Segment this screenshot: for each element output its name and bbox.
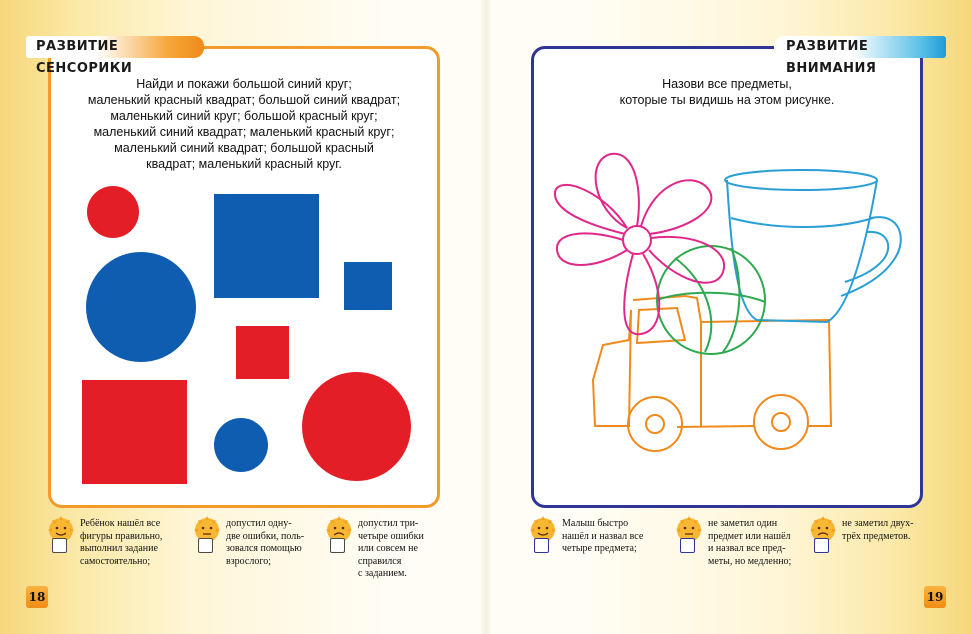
evaluation-line: предмет или нашёл [708,530,791,542]
instruction-line: маленький синий квадрат; маленький красный круг; [93,125,395,139]
evaluation-item [192,516,304,568]
evaluation-item [324,516,424,581]
evaluation-line: допустил одну- [226,518,292,529]
big-blue-circle[interactable] [86,252,196,362]
evaluation-text [80,518,162,568]
evaluation-line: выполнил задание [80,543,158,554]
instruction-line: которые ты видишь на этом рисунке. [619,93,835,107]
sun-face-icon [192,516,222,562]
sun-face-icon [674,516,704,562]
small-blue-circle[interactable] [214,418,268,472]
evaluation-text [358,518,424,581]
sun-face-icon [324,516,354,562]
spread-gutter [480,0,492,634]
evaluation-line: две ошибки, поль- [226,530,305,542]
evaluation-line: меты, но медленно; [708,555,792,567]
overlapping-outlines-picture [545,140,915,470]
big-red-circle[interactable] [302,372,411,481]
evaluation-line: четыре предмета; [562,543,637,554]
instruction-line: маленький красный квадрат; большой синий квадрат; [87,93,401,107]
evaluation-line: допустил три- [358,518,419,529]
evaluation-line: не заметил двух- [842,518,914,529]
small-blue-square[interactable] [344,262,392,310]
instruction-line: Назови все предметы, [662,77,792,91]
evaluation-line: Ребёнок нашёл все [80,518,161,529]
sun-face-icon [46,516,76,562]
page-number-left: 18 [26,586,48,608]
sensory-instructions [62,76,426,172]
evaluation-text [708,518,791,568]
evaluation-line: и назвал все пред- [708,543,786,554]
small-red-circle[interactable] [87,186,139,238]
instruction-line: маленький синий квадрат; большой красный [114,141,374,155]
evaluation-text [842,518,913,543]
evaluation-line: взрослого; [226,555,271,567]
evaluation-item [528,516,643,562]
evaluation-item [46,516,162,568]
evaluation-line: с заданием. [358,568,407,579]
big-blue-square[interactable] [214,194,319,298]
evaluation-checkbox[interactable] [198,538,213,553]
sun-face-icon [808,516,838,562]
evaluation-line: нашёл и назвал все [562,530,644,542]
evaluation-checkbox[interactable] [534,538,549,553]
evaluation-line: или совсем не [358,543,418,554]
evaluation-line: зовался помощью [226,543,302,554]
evaluation-line: Малыш быстро [562,518,629,529]
instruction-line: квадрат; маленький красный круг. [146,157,342,171]
section-title-attention: РАЗВИТИЕ ВНИМАНИЯ [774,36,946,58]
cup-outline[interactable] [725,170,901,322]
instruction-line: Найди и покажи большой синий круг; [136,77,352,91]
evaluation-checkbox[interactable] [52,538,67,553]
evaluation-text [562,518,643,556]
ball-outline[interactable] [657,246,765,354]
evaluation-text [226,518,304,568]
evaluation-line: фигуры правильно, [80,530,163,542]
page-number-right: 19 [924,586,946,608]
evaluation-checkbox[interactable] [330,538,345,553]
evaluation-line: трёх предметов. [842,530,911,542]
evaluation-line: четыре ошибки [358,530,424,542]
evaluation-line: справился [358,555,402,567]
section-title-sensory: РАЗВИТИЕ СЕНСОРИКИ [26,36,204,58]
sun-face-icon [528,516,558,562]
evaluation-checkbox[interactable] [814,538,829,553]
evaluation-item [808,516,913,562]
attention-instructions [545,76,909,108]
instruction-line: маленький синий круг; большой красный круг; [110,109,378,123]
evaluation-line: не заметил один [708,518,778,529]
evaluation-checkbox[interactable] [680,538,695,553]
big-red-square[interactable] [82,380,187,484]
evaluation-item [674,516,791,568]
evaluation-line: самостоятельно; [80,555,151,567]
small-red-square[interactable] [236,326,289,379]
